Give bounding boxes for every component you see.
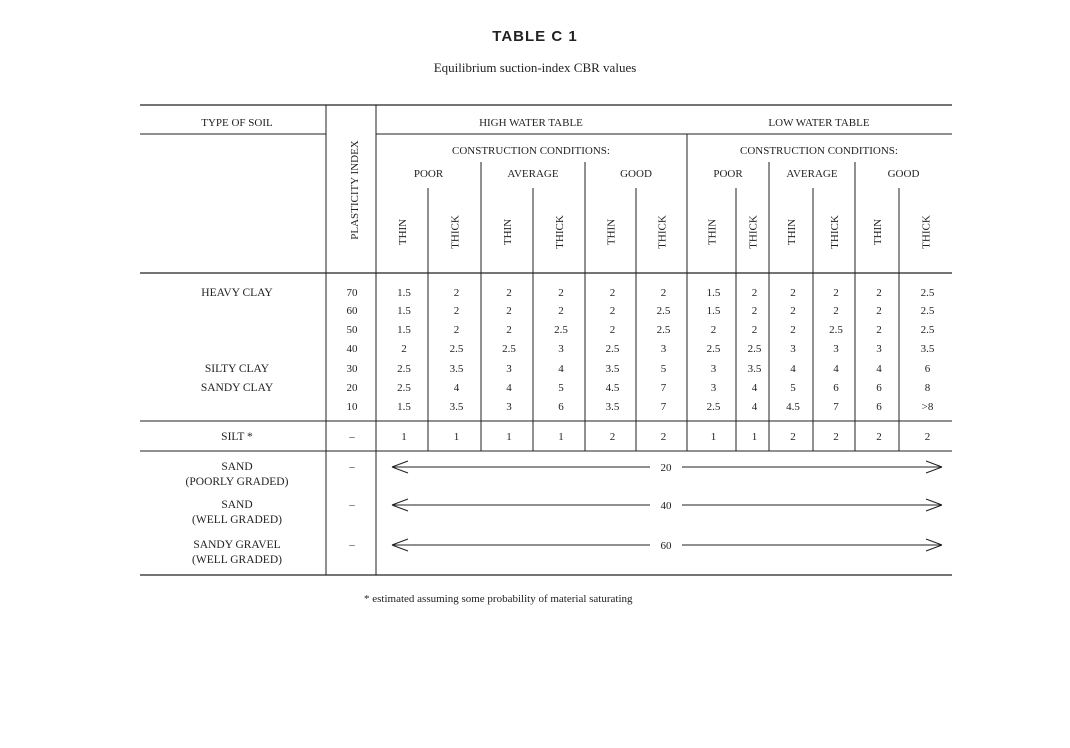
cbr-cell: 2.5 (829, 324, 843, 336)
cbr-cell-silt: 1 (401, 431, 407, 443)
cbr-cell: 2.5 (920, 305, 935, 317)
cbr-cell: 3 (506, 363, 512, 375)
cbr-cell: 2.5 (920, 324, 935, 336)
granular-pi-0: – (349, 461, 355, 473)
pi-value-30: 30 (346, 363, 358, 375)
granular-value-1: 40 (660, 500, 672, 512)
cbr-cell: 1.5 (397, 324, 411, 336)
soil-heavy-clay: HEAVY CLAY (201, 287, 273, 299)
cbr-cell: 2.5 (706, 343, 721, 355)
arrowhead-right-lower-0 (926, 467, 942, 473)
thin-header-10: THIN (872, 218, 884, 246)
cbr-cell: 2.5 (706, 401, 721, 413)
cbr-cell: 3 (833, 343, 839, 355)
cbr-cell: 6 (924, 363, 931, 375)
cbr-cell: 2 (833, 287, 839, 299)
arrowhead-left-lower-1 (392, 505, 408, 511)
cbr-cell: 4 (558, 363, 564, 375)
arrowhead-right-upper-1 (926, 499, 942, 505)
granular-grade-1: (WELL GRADED) (192, 514, 282, 526)
cbr-cell: 4.5 (786, 401, 800, 413)
condition-header-4: AVERAGE (786, 168, 838, 180)
cbr-cell: 2 (751, 324, 758, 336)
pi-value-silt: – (349, 431, 355, 443)
cbr-cell: 4 (506, 382, 512, 394)
cbr-cell: 2.5 (397, 382, 411, 394)
cbr-cell: 3.5 (920, 343, 935, 355)
cbr-cell: 1.5 (397, 305, 411, 317)
cbr-cell: 3.5 (605, 401, 620, 413)
arrowhead-left-upper-2 (392, 539, 408, 545)
arrowhead-right-lower-1 (926, 505, 942, 511)
cbr-cell: 3 (790, 343, 796, 355)
cbr-cell: 5 (660, 363, 667, 375)
granular-value-2: 60 (660, 540, 672, 552)
cbr-cell-silt: 1 (453, 431, 460, 443)
cbr-cell: 7 (833, 401, 839, 413)
condition-header-2: GOOD (620, 168, 652, 180)
cbr-cell: 2.5 (502, 343, 516, 355)
cbr-cell: 3 (660, 343, 667, 355)
cbr-cell: 2 (453, 287, 460, 299)
thick-header-9: THICK (829, 215, 841, 249)
arrowhead-right-upper-0 (926, 461, 942, 467)
granular-label-2: SANDY GRAVEL (193, 539, 281, 551)
cbr-cell: 3.5 (449, 363, 464, 375)
granular-value-0: 20 (660, 462, 672, 474)
cbr-cell: 1.5 (397, 401, 411, 413)
condition-header-1: AVERAGE (507, 168, 559, 180)
cbr-cell-silt: 2 (924, 431, 931, 443)
pi-value-70: 70 (346, 287, 358, 299)
cbr-cell-silt: 2 (876, 431, 882, 443)
cbr-cell-silt: 2 (660, 431, 667, 443)
cbr-cell-silt: 2 (609, 431, 616, 443)
cbr-cell: 4.5 (605, 382, 620, 394)
thin-header-2: THIN (502, 218, 514, 246)
cbr-cell: 6 (876, 401, 882, 413)
cbr-cell: 2 (751, 305, 758, 317)
cbr-cell: 2 (506, 324, 512, 336)
cbr-cell: 2 (453, 305, 460, 317)
pi-value-20: 20 (346, 382, 358, 394)
high-water-table-header: HIGH WATER TABLE (479, 117, 583, 129)
footnote: * estimated assuming some probability of material saturating (364, 593, 633, 605)
cbr-cell: 3 (710, 382, 717, 394)
thin-header-4: THIN (605, 218, 618, 246)
pi-value-50: 50 (346, 324, 358, 336)
cbr-cell: 2.5 (747, 343, 762, 355)
cbr-cell: 2 (558, 287, 564, 299)
thick-header-1: THICK (449, 215, 462, 249)
cbr-cell: 2.5 (554, 324, 568, 336)
pi-value-10: 10 (346, 401, 358, 413)
cbr-cell: 5 (558, 382, 564, 394)
cbr-cell: 2 (876, 305, 882, 317)
arrowhead-left-lower-0 (392, 467, 408, 473)
cbr-cell: 2 (609, 287, 616, 299)
cbr-cell: 3.5 (605, 363, 620, 375)
cbr-cell-silt: 1 (710, 431, 717, 443)
cbr-cell: 2.5 (656, 305, 671, 317)
cbr-cell: 6 (833, 382, 839, 394)
cbr-cell: 2 (506, 287, 512, 299)
cbr-cell: 2 (558, 305, 564, 317)
cbr-cell: 1.5 (397, 287, 411, 299)
cbr-cell: 4 (751, 401, 758, 413)
plasticity-index-header: PLASTICITY INDEX (349, 140, 361, 240)
granular-label-0: SAND (221, 461, 253, 473)
cbr-cell: 3 (558, 343, 564, 355)
cbr-cell-silt: 1 (558, 431, 564, 443)
pi-value-60: 60 (346, 305, 358, 317)
cbr-cell: 2 (506, 305, 512, 317)
granular-pi-1: – (349, 499, 355, 511)
granular-pi-2: – (349, 539, 355, 551)
cbr-cell: 2 (833, 305, 839, 317)
cbr-cell-silt: 1 (506, 431, 512, 443)
table-title: TABLE C 1 (492, 28, 578, 45)
thick-header-3: THICK (554, 215, 566, 249)
pi-value-40: 40 (346, 343, 358, 355)
soil-sandy-clay: SANDY CLAY (200, 382, 274, 394)
cbr-cell: 2 (876, 324, 882, 336)
cbr-cell: 5 (790, 382, 796, 394)
thick-header-5: THICK (656, 215, 669, 249)
cbr-cell: 2.5 (397, 363, 411, 375)
thick-header-11: THICK (920, 215, 933, 249)
cbr-cell: 3 (876, 343, 882, 355)
cbr-cell: 2 (751, 287, 758, 299)
cbr-cell: 2.5 (449, 343, 464, 355)
condition-header-3: POOR (713, 168, 743, 180)
cbr-cell: 2 (710, 324, 717, 336)
cbr-cell: 2 (609, 305, 616, 317)
table-text (186, 117, 935, 566)
arrowhead-right-upper-2 (926, 539, 942, 545)
granular-grade-0: (POORLY GRADED) (185, 476, 289, 488)
cbr-cell: >8 (921, 401, 934, 413)
soil-silt: SILT * (221, 431, 253, 443)
cbr-cell: 4 (790, 363, 796, 375)
soil-silty-clay: SILTY CLAY (204, 363, 270, 375)
thin-header-8: THIN (786, 218, 798, 246)
construction-conditions-high: CONSTRUCTION CONDITIONS: (452, 145, 610, 157)
table-subtitle: Equilibrium suction-index CBR values (433, 60, 637, 75)
cbr-cell: 3 (710, 363, 717, 375)
arrowhead-right-lower-2 (926, 545, 942, 551)
cbr-cell: 3.5 (747, 363, 762, 375)
cbr-cell: 3 (506, 401, 512, 413)
condition-header-0: POOR (413, 168, 444, 180)
cbr-cell-silt: 2 (833, 431, 839, 443)
thick-header-7: THICK (747, 215, 760, 249)
type-of-soil-header: TYPE OF SOIL (201, 117, 273, 129)
cbr-cell: 2 (790, 324, 796, 336)
cbr-cell: 6 (876, 382, 882, 394)
arrowhead-left-lower-2 (392, 545, 408, 551)
cbr-cell: 8 (924, 382, 931, 394)
cbr-cell: 2 (609, 324, 616, 336)
cbr-cell: 2 (876, 287, 882, 299)
cbr-cell: 2.5 (656, 324, 671, 336)
construction-conditions-low: CONSTRUCTION CONDITIONS: (740, 145, 898, 157)
cbr-cell: 1.5 (706, 305, 721, 317)
cbr-cell: 1.5 (706, 287, 721, 299)
cbr-cell: 7 (660, 382, 667, 394)
cbr-cell: 2 (453, 324, 460, 336)
arrowhead-left-upper-1 (392, 499, 408, 505)
cbr-cell: 4 (833, 363, 839, 375)
cbr-cell: 4 (876, 363, 882, 375)
condition-header-5: GOOD (887, 168, 920, 180)
cbr-cell: 4 (453, 382, 460, 394)
low-water-table-header: LOW WATER TABLE (768, 117, 870, 129)
cbr-cell: 2.5 (920, 287, 935, 299)
cbr-cell-silt: 1 (751, 431, 758, 443)
cbr-cell: 3.5 (449, 401, 464, 413)
cbr-cell: 2 (401, 343, 407, 355)
thin-header-6: THIN (706, 218, 719, 246)
thin-header-0: THIN (397, 218, 409, 246)
cbr-cell: 4 (751, 382, 758, 394)
cbr-cell: 2 (660, 287, 667, 299)
cbr-cell-silt: 2 (790, 431, 796, 443)
cbr-cell: 6 (558, 401, 564, 413)
granular-label-1: SAND (221, 499, 253, 511)
cbr-cell: 2.5 (605, 343, 620, 355)
arrowhead-left-upper-0 (392, 461, 408, 467)
granular-grade-2: (WELL GRADED) (192, 554, 282, 566)
cbr-cell: 2 (790, 305, 796, 317)
cbr-cell: 2 (790, 287, 796, 299)
cbr-cell: 7 (660, 401, 667, 413)
